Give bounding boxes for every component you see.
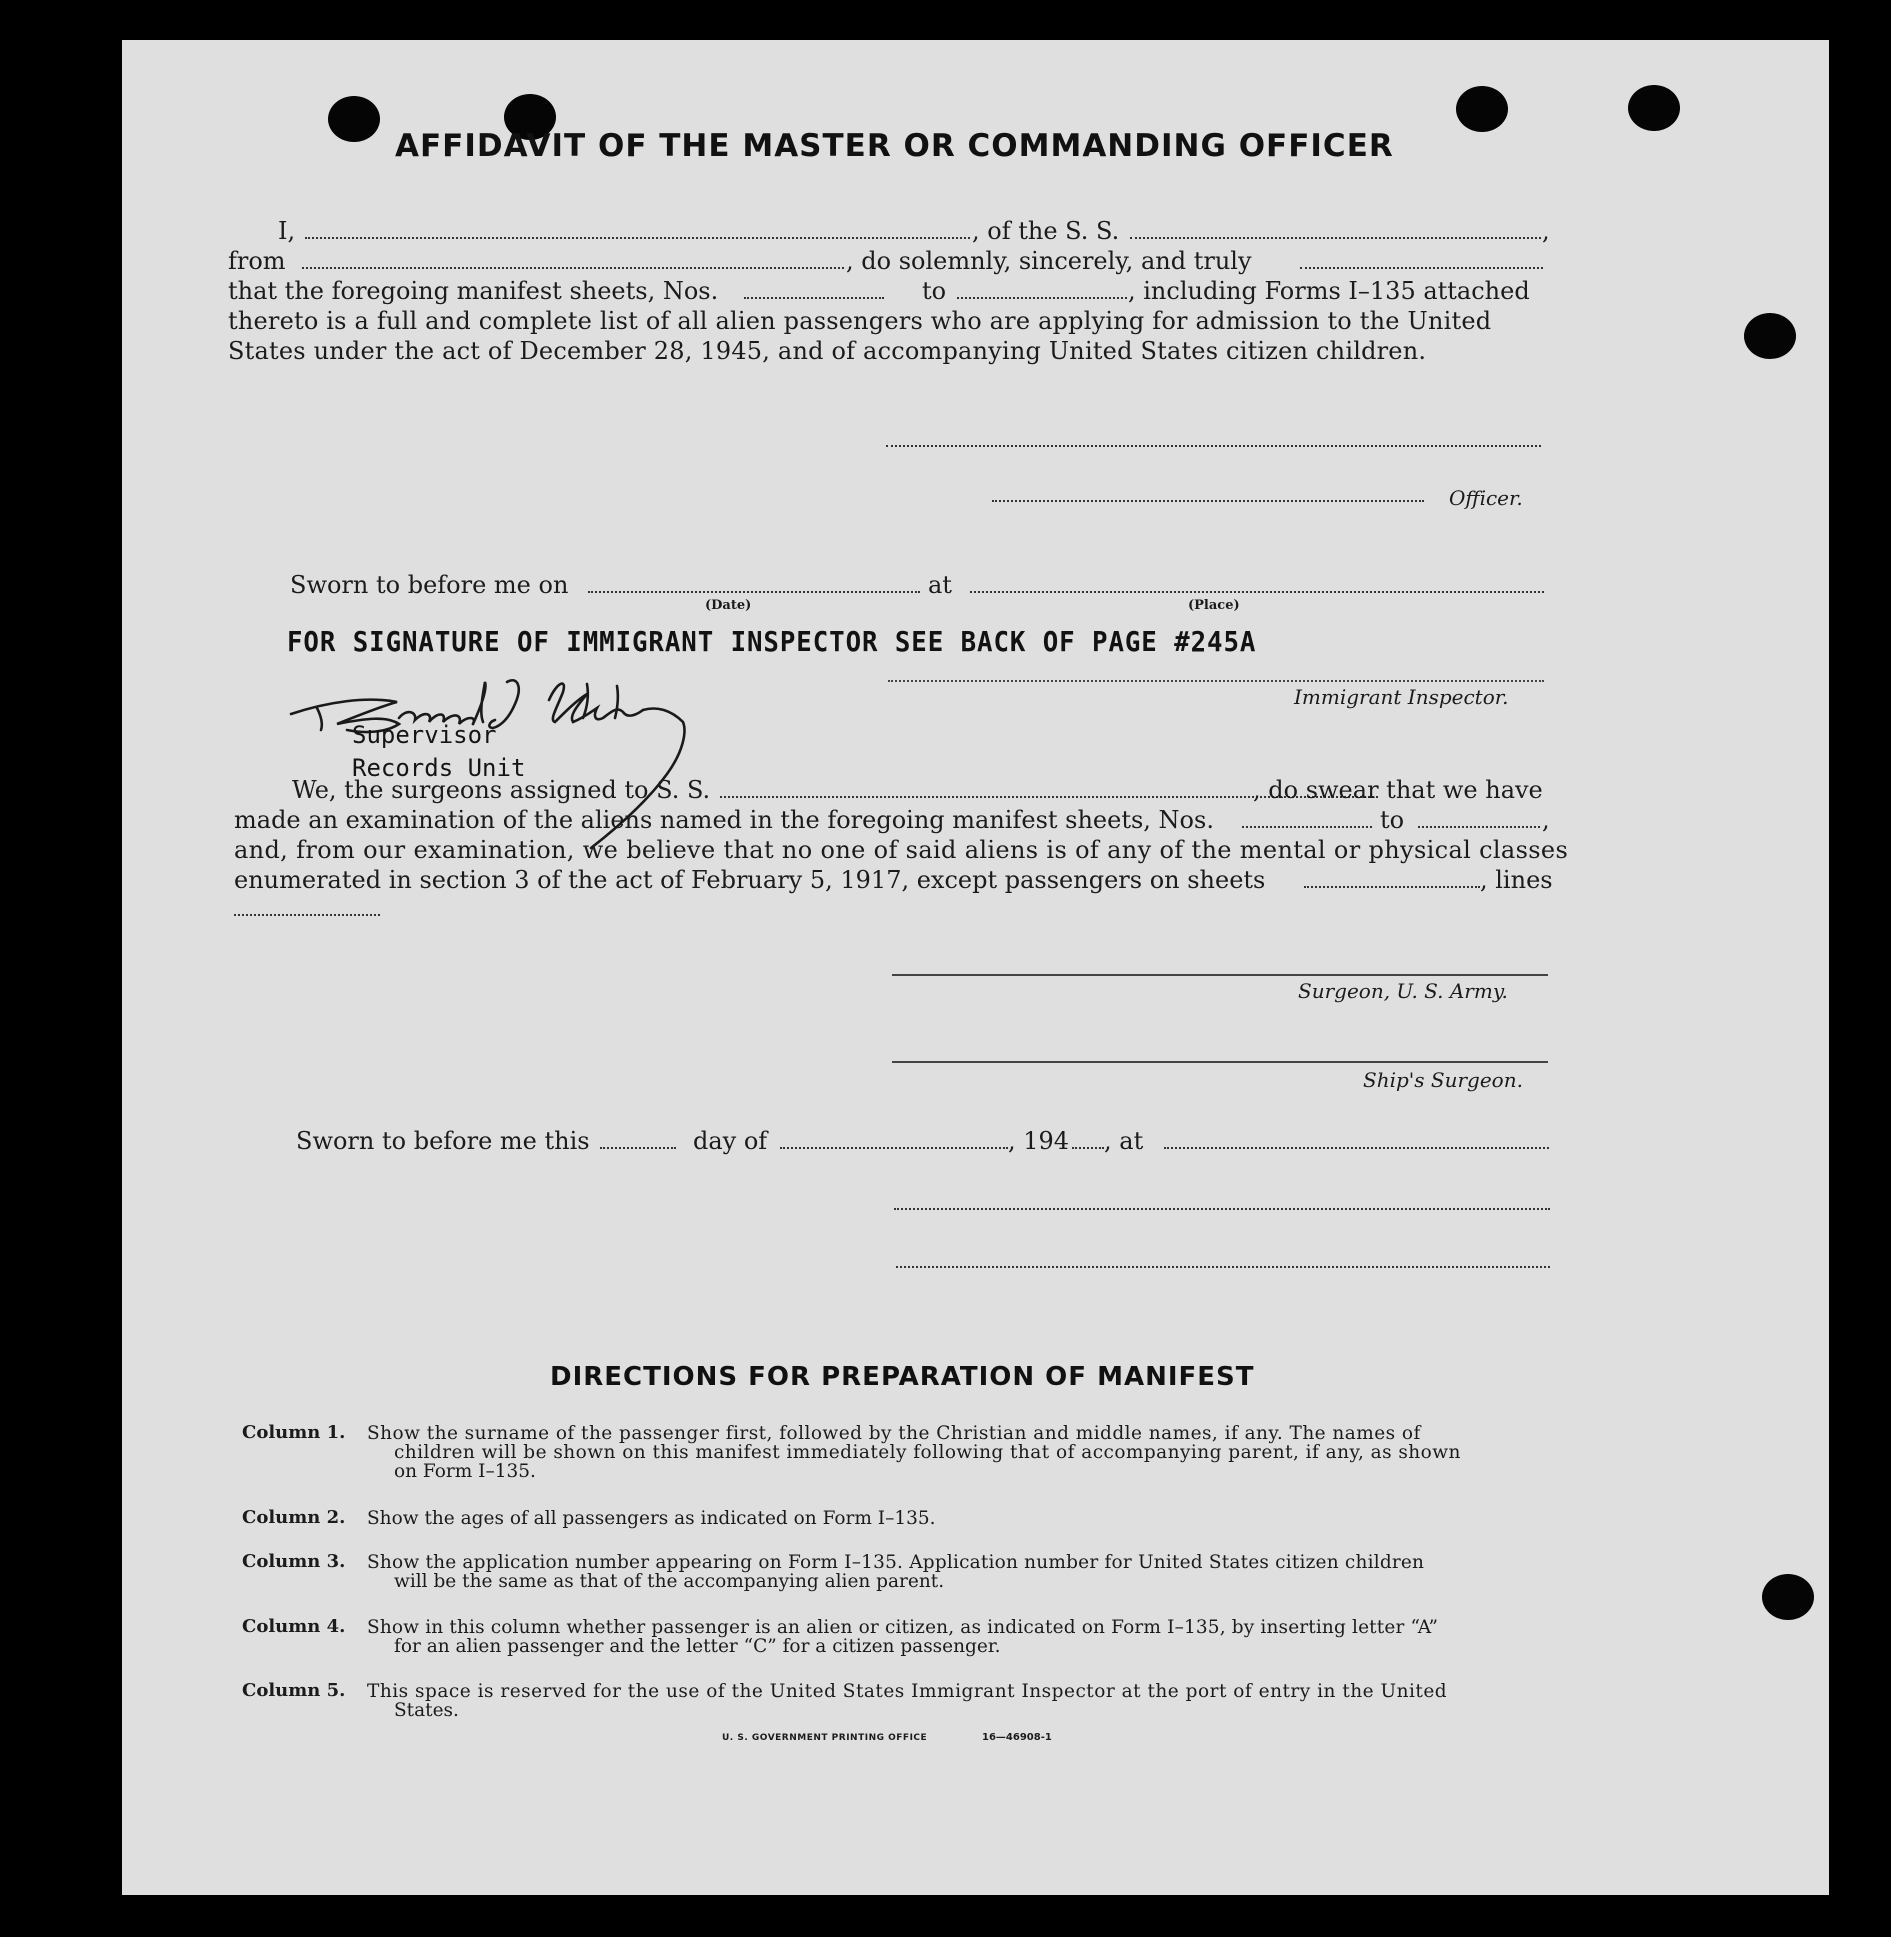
sworn-label: Sworn to before me on: [290, 571, 569, 599]
sheet-from-field[interactable]: [744, 297, 884, 299]
affidavit-line2-from: from: [228, 247, 286, 275]
official-title-line[interactable]: [896, 1266, 1550, 1268]
inspector-stamp: FOR SIGNATURE OF IMMIGRANT INSPECTOR SEE BACK OF PAGE #245A: [287, 625, 1257, 658]
surgeons-line1-a: We, the surgeons assigned to S. S.: [292, 776, 711, 804]
column-1-label: Column 1.: [242, 1422, 346, 1443]
directions-title: DIRECTIONS FOR PREPARATION OF MANIFEST: [550, 1362, 1255, 1392]
sworn-year-label: , 194: [1008, 1127, 1070, 1155]
signature-title-supervisor: Supervisor: [352, 721, 497, 749]
sworn-month-field[interactable]: [780, 1147, 1008, 1149]
surgeons-line2-a: made an examination of the aliens named in the foregoing manifest sheets, Nos.: [234, 806, 1214, 834]
affidavit-line3-to: to: [922, 277, 947, 305]
column-5-label: Column 5.: [242, 1680, 346, 1701]
column-3-text-a: Show the application number appearing on Form I–135. Application number for United States citizen children: [367, 1552, 1425, 1573]
affidavit-line2-mid: , do solemnly, sincerely, and truly: [846, 247, 1252, 275]
sworn-day-field[interactable]: [600, 1147, 676, 1149]
port-from-field[interactable]: [302, 267, 844, 269]
surgeons-sheet-to-field[interactable]: [1418, 826, 1540, 828]
column-5-text-b: States.: [394, 1700, 459, 1721]
surgeons-lines-field[interactable]: [234, 914, 380, 916]
column-4-label: Column 4.: [242, 1616, 346, 1637]
surgeons-line4-b: , lines: [1480, 866, 1553, 894]
surgeons-sheets-field[interactable]: [1304, 886, 1480, 888]
column-3-text-b: will be the same as that of the accompanying alien parent.: [394, 1571, 945, 1592]
affidavit-line3-b: , including Forms I–135 attached: [1128, 277, 1530, 305]
surgeons-sheet-from-field[interactable]: [1242, 826, 1372, 828]
inspector-label: Immigrant Inspector.: [1294, 685, 1509, 709]
column-4-text-a: Show in this column whether passenger is an alien or citizen, as indicated on Form I–135, by inserting letter “A”: [367, 1617, 1439, 1638]
officer-title-line[interactable]: [992, 500, 1424, 502]
document-page: [122, 40, 1829, 1895]
army-surgeon-signature-line[interactable]: [892, 974, 1548, 976]
ship-name-field[interactable]: [1130, 237, 1541, 239]
officer-signature-line[interactable]: [886, 445, 1541, 447]
surgeons-line3: and, from our examination, we believe that no one of said aliens is of any of the mental or physical classes: [234, 836, 1569, 864]
sworn-year-field[interactable]: [1072, 1147, 1104, 1149]
column-2-label: Column 2.: [242, 1507, 346, 1528]
affidavit-line1-end: ,: [1542, 217, 1550, 245]
sworn-place-field[interactable]: [970, 591, 1544, 593]
sworn-at-place-label: , at: [1104, 1127, 1144, 1155]
sworn-date-field[interactable]: [588, 591, 920, 593]
place-caption: (Place): [1188, 598, 1240, 613]
punch-hole: [328, 96, 380, 142]
sworn-this-label: Sworn to before me this: [296, 1127, 590, 1155]
column-3-label: Column 3.: [242, 1551, 346, 1572]
sworn-day-of-label: day of: [693, 1127, 768, 1155]
affidavit-line1-ss: , of the S. S.: [972, 217, 1120, 245]
ship-surgeon-label: Ship's Surgeon.: [1363, 1068, 1523, 1092]
affidavit-line1-i: I,: [278, 217, 296, 245]
master-name-field[interactable]: [305, 237, 970, 239]
column-5-text-a: This space is reserved for the use of the United States Immigrant Inspector at the port of entry in the United: [367, 1681, 1448, 1702]
sworn-at-label: at: [928, 571, 952, 599]
signature-title-records-unit: Records Unit: [352, 754, 526, 782]
ship-surgeon-signature-line[interactable]: [892, 1061, 1548, 1063]
column-1-text-b: children will be shown on this manifest immediately following that of accompanying parent, if any, as shown: [394, 1442, 1461, 1463]
form-number: 16—46908-1: [982, 1732, 1052, 1743]
column-1-text-c: on Form I–135.: [394, 1461, 536, 1482]
affidavit-title: AFFIDAVIT OF THE MASTER OR COMMANDING OFFICER: [395, 128, 1394, 164]
affidavit-line5: States under the act of December 28, 1945, and of accompanying United States citizen children.: [228, 337, 1427, 365]
date-caption: (Date): [705, 598, 752, 613]
inspector-signature-line[interactable]: [888, 680, 1544, 682]
surgeons-line1-b: , do swear that we have: [1253, 776, 1543, 804]
printer-imprint: U. S. GOVERNMENT PRINTING OFFICE: [722, 1733, 928, 1743]
army-surgeon-label: Surgeon, U. S. Army.: [1298, 979, 1508, 1003]
punch-hole: [1456, 86, 1508, 132]
punch-hole: [1628, 85, 1680, 131]
officer-label: Officer.: [1449, 486, 1523, 510]
punch-hole: [1744, 313, 1796, 359]
surgeons-line4-a: enumerated in section 3 of the act of February 5, 1917, except passengers on sheets: [234, 866, 1266, 894]
sheet-to-field[interactable]: [957, 297, 1127, 299]
surgeons-line2-end: ,: [1542, 806, 1550, 834]
column-1-text-a: Show the surname of the passenger first, followed by the Christian and middle names, if any. The names of: [367, 1423, 1421, 1444]
affidavit-line4: thereto is a full and complete list of all alien passengers who are applying for admission to the United: [228, 307, 1492, 335]
affidavit-line3-a: that the foregoing manifest sheets, Nos.: [228, 277, 719, 305]
oath-field[interactable]: [1300, 267, 1543, 269]
column-4-text-b: for an alien passenger and the letter “C” for a citizen passenger.: [394, 1636, 1001, 1657]
column-2-text-a: Show the ages of all passengers as indicated on Form I–135.: [367, 1508, 936, 1529]
official-signature-line[interactable]: [894, 1208, 1550, 1210]
sworn-at-place-field[interactable]: [1164, 1147, 1549, 1149]
surgeons-line2-to: to: [1380, 806, 1405, 834]
punch-hole: [1762, 1574, 1814, 1620]
